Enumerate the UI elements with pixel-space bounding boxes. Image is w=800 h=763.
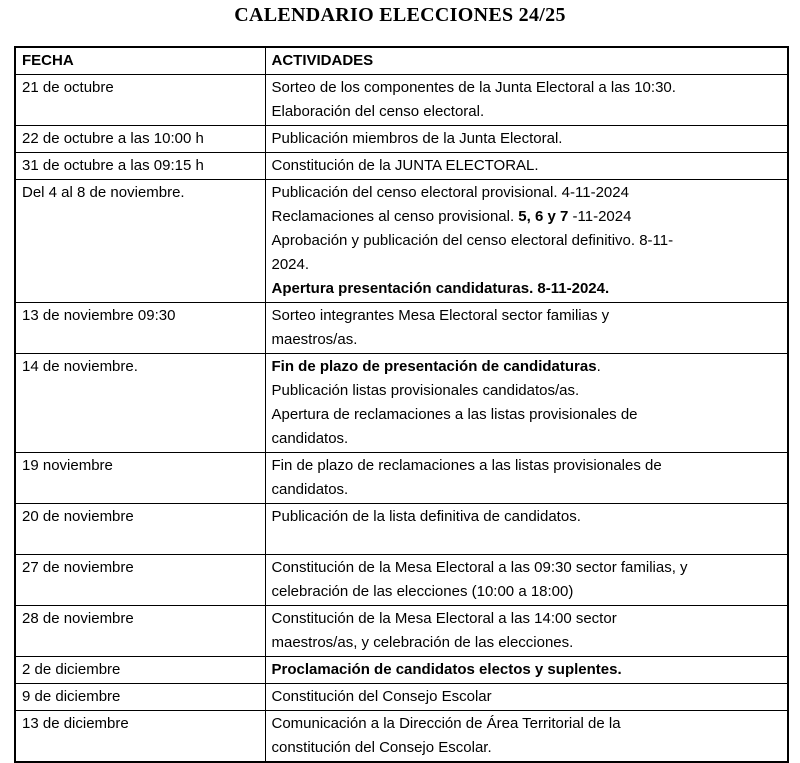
- activity-line: constitución del Consejo Escolar.: [271, 739, 492, 756]
- activity-line: Reclamaciones al censo provisional. 5, 6 y 7 -11-2024: [271, 208, 632, 225]
- activities-cell: [265, 303, 788, 354]
- calendar-table: [14, 46, 789, 763]
- activities-cell: [265, 555, 788, 606]
- activity-line: Apertura de reclamaciones a las listas provisionales de: [271, 406, 638, 423]
- date-cell: 13 de noviembre 09:30: [15, 303, 265, 354]
- activity-line: Publicación de la lista definitiva de candidatos.: [271, 508, 581, 525]
- activity-line: Sorteo de los componentes de la Junta Electoral a las 10:30.: [271, 79, 676, 96]
- table-row: [15, 354, 788, 453]
- date-cell: 27 de noviembre: [15, 555, 265, 606]
- activities-cell: [265, 75, 788, 126]
- activity-line: Constitución de la Mesa Electoral a las 14:00 sector: [271, 610, 617, 627]
- activities-cell: [265, 606, 788, 657]
- activity-line: Apertura presentación candidaturas. 8-11-2024.: [271, 280, 610, 297]
- table-row: [15, 504, 788, 555]
- date-cell: 19 noviembre: [15, 453, 265, 504]
- activity-line: Publicación del censo electoral provisional. 4-11-2024: [271, 184, 629, 201]
- activity-line: Sorteo integrantes Mesa Electoral sector familias y: [271, 307, 610, 324]
- table-row: [15, 75, 788, 126]
- activities-cell: [265, 126, 788, 153]
- activity-line: 2024.: [271, 256, 310, 273]
- table-row: [15, 711, 788, 763]
- activities-cell: [265, 453, 788, 504]
- activity-line: Fin de plazo de reclamaciones a las listas provisionales de: [271, 457, 662, 474]
- column-header-actividades: ACTIVIDADES: [265, 47, 788, 75]
- table-row: [15, 126, 788, 153]
- activity-line: Elaboración del censo electoral.: [271, 103, 485, 120]
- activities-cell: [265, 354, 788, 453]
- date-cell: 14 de noviembre.: [15, 354, 265, 453]
- table-row: [15, 453, 788, 504]
- activity-line: maestros/as, y celebración de las elecciones.: [271, 634, 574, 651]
- date-cell: 2 de diciembre: [15, 657, 265, 684]
- activities-cell: [265, 180, 788, 303]
- activity-line: maestros/as.: [271, 331, 358, 348]
- table-header-row: [15, 47, 788, 75]
- date-cell: 22 de octubre a las 10:00 h: [15, 126, 265, 153]
- activity-line: Aprobación y publicación del censo electoral definitivo. 8-11-: [271, 232, 674, 249]
- calendar-table-body: [15, 75, 788, 763]
- activities-cell: [265, 504, 788, 555]
- table-row: [15, 555, 788, 606]
- table-row: [15, 657, 788, 684]
- activity-line: celebración de las elecciones (10:00 a 18:00): [271, 583, 574, 600]
- date-cell: 20 de noviembre: [15, 504, 265, 555]
- activity-line: candidatos.: [271, 430, 349, 447]
- date-cell: 13 de diciembre: [15, 711, 265, 763]
- activities-cell: [265, 657, 788, 684]
- date-cell: 9 de diciembre: [15, 684, 265, 711]
- activity-line: Publicación miembros de la Junta Electoral.: [271, 130, 563, 147]
- activity-line: Comunicación a la Dirección de Área Territorial de la: [271, 715, 621, 732]
- activities-cell: [265, 711, 788, 763]
- column-header-fecha: FECHA: [15, 47, 265, 75]
- date-cell: 21 de octubre: [15, 75, 265, 126]
- activities-cell: [265, 684, 788, 711]
- table-row: [15, 606, 788, 657]
- activity-line: Constitución del Consejo Escolar: [271, 688, 492, 705]
- date-cell: 28 de noviembre: [15, 606, 265, 657]
- date-cell: 31 de octubre a las 09:15 h: [15, 153, 265, 180]
- activity-line: Constitución de la Mesa Electoral a las 09:30 sector familias, y: [271, 559, 688, 576]
- table-row: [15, 303, 788, 354]
- page-title: CALENDARIO ELECCIONES 24/25: [234, 4, 566, 26]
- activity-line: [272, 529, 782, 553]
- date-cell: Del 4 al 8 de noviembre.: [15, 180, 265, 303]
- activity-line: candidatos.: [271, 481, 349, 498]
- table-row: [15, 153, 788, 180]
- activity-line: Proclamación de candidatos electos y suplentes.: [271, 661, 622, 678]
- activity-line: Publicación listas provisionales candidatos/as.: [271, 382, 580, 399]
- activities-cell: [265, 153, 788, 180]
- activity-line: Constitución de la JUNTA ELECTORAL.: [271, 157, 539, 174]
- table-row: [15, 684, 788, 711]
- table-row: [15, 180, 788, 303]
- activity-line: Fin de plazo de presentación de candidaturas.: [271, 358, 601, 375]
